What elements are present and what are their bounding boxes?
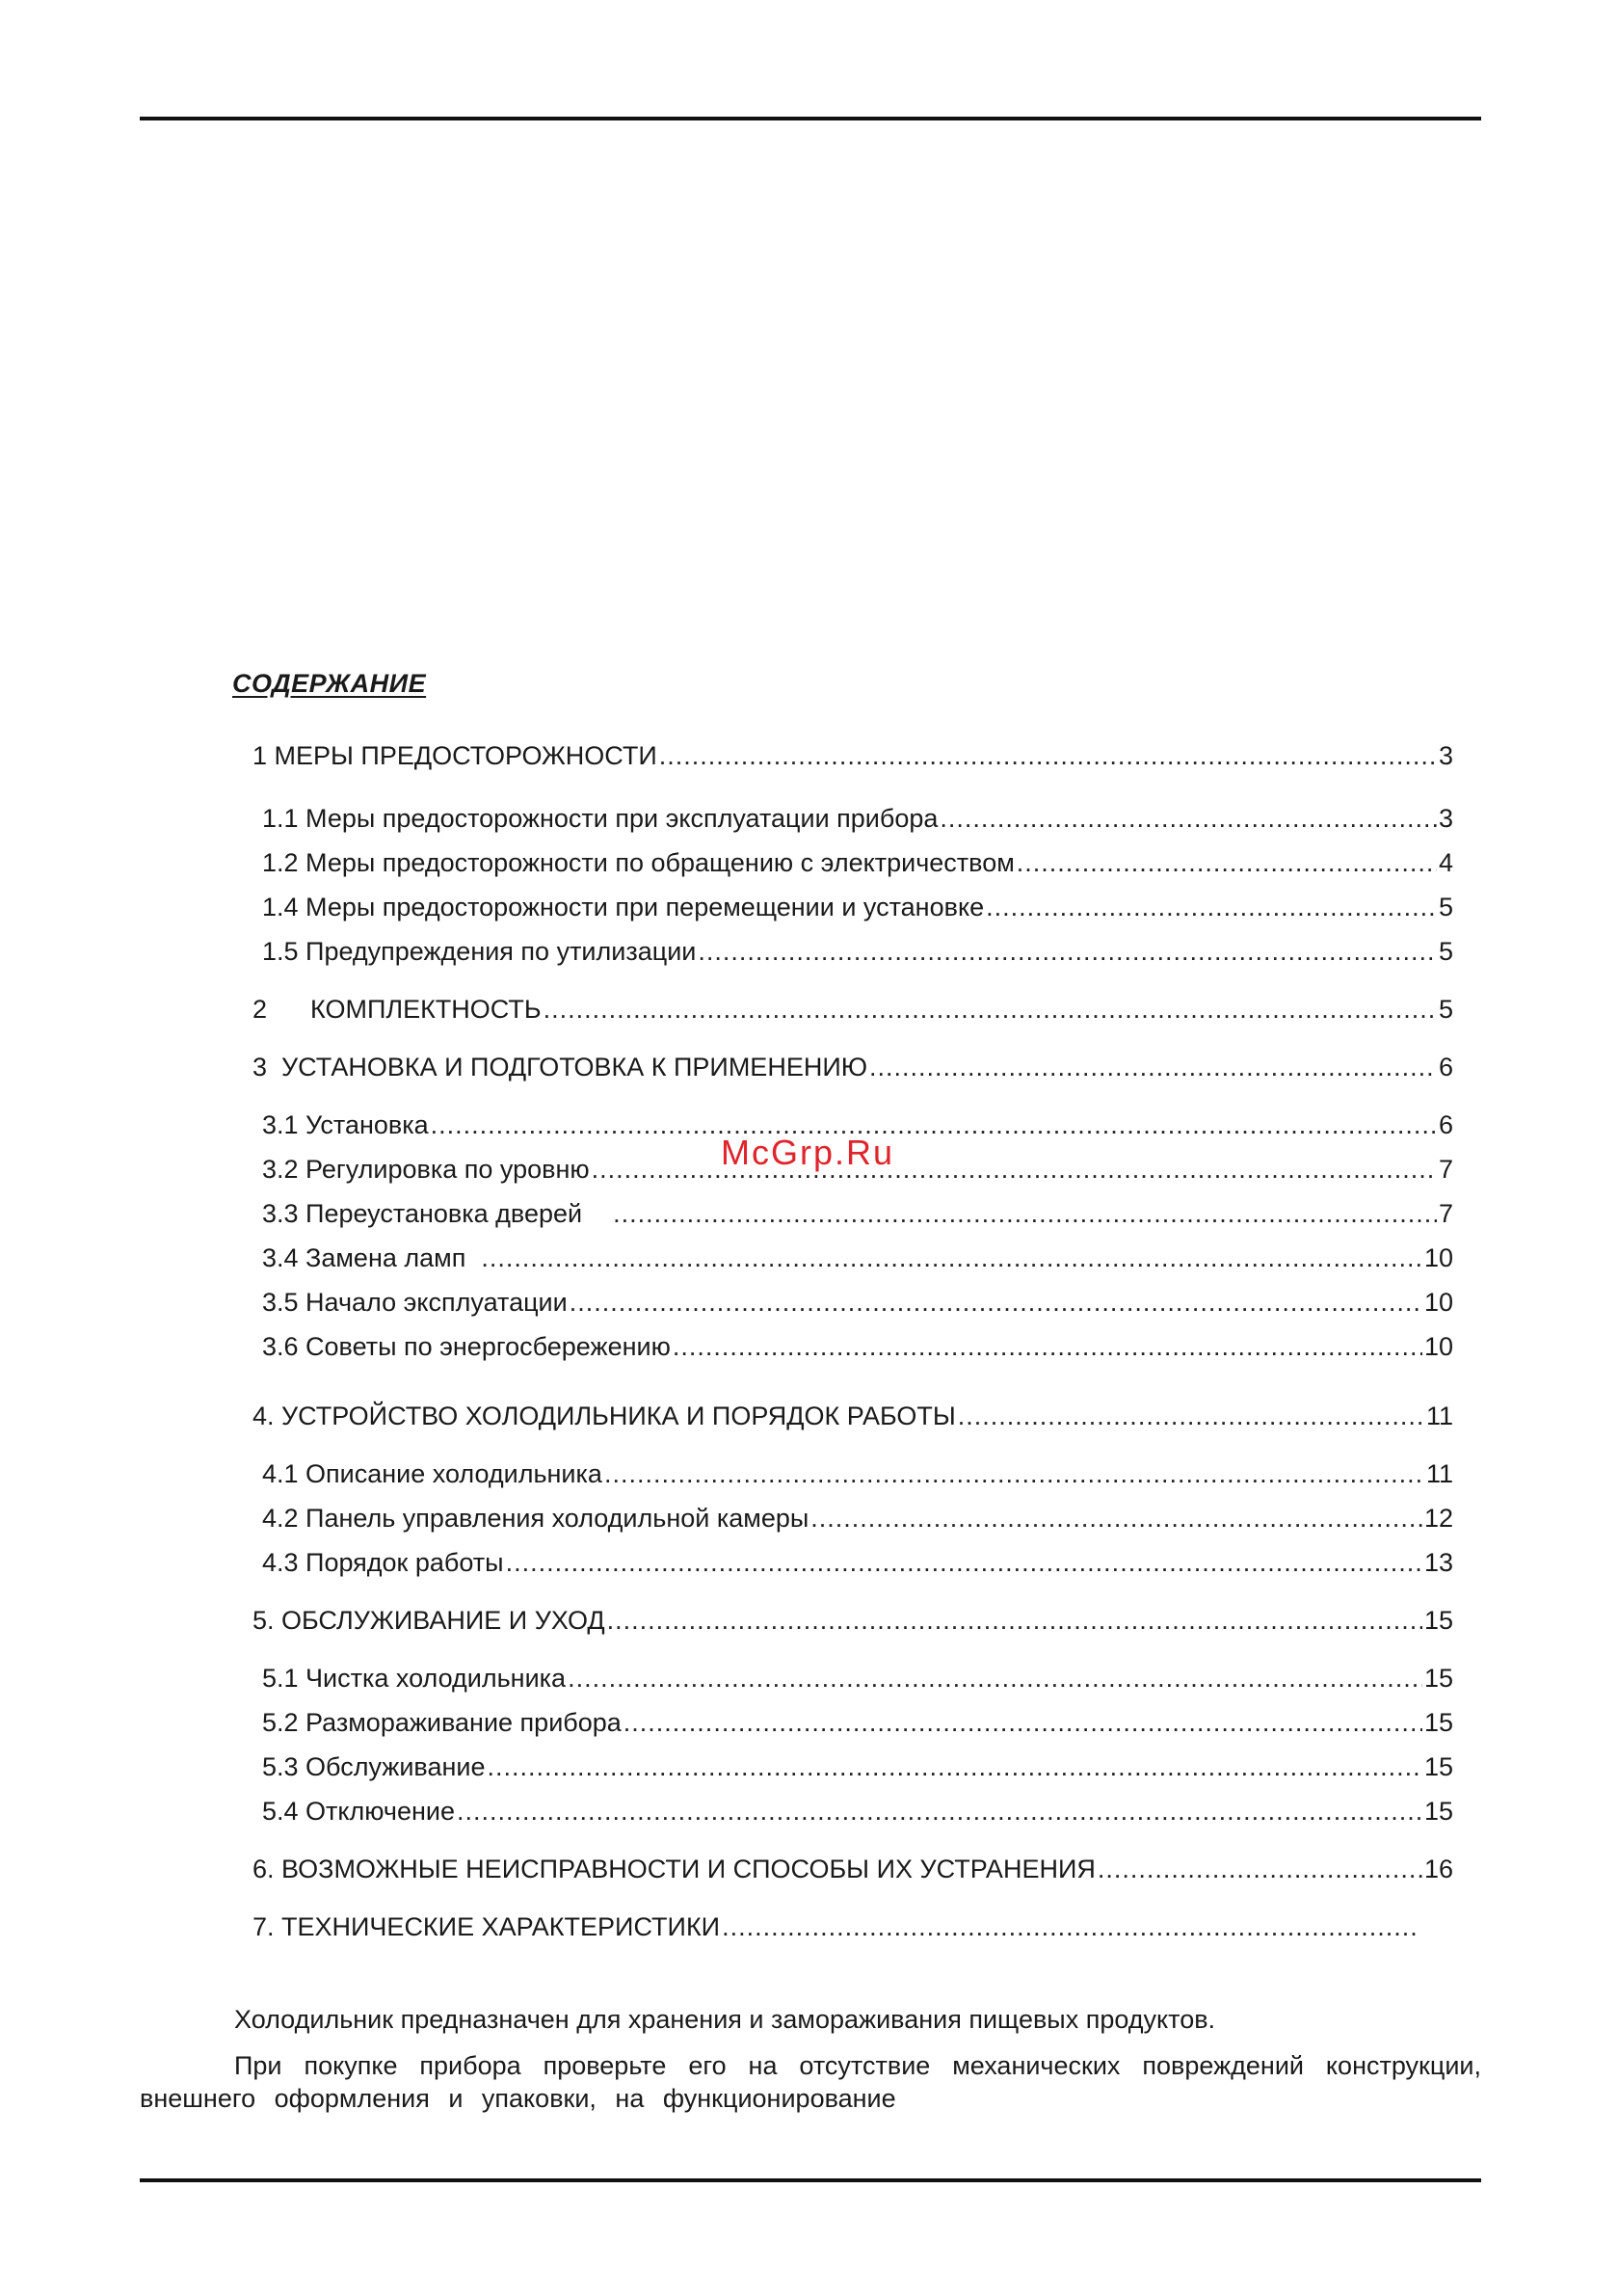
toc-entry-label: 1.4 Меры предосторожности при перемещении и установке [262, 893, 985, 921]
toc-leader-dots [673, 1330, 1422, 1363]
toc-entry-page: 16 [1423, 1855, 1453, 1883]
toc-entry-page: 13 [1423, 1548, 1453, 1577]
header-rule [140, 117, 1481, 120]
toc-entry[interactable] [262, 1457, 1453, 1490]
toc-leader-dots [570, 1286, 1422, 1319]
toc-entry-page: 7 [1438, 1199, 1453, 1228]
toc-leader-dots [481, 1241, 1422, 1274]
toc-entry-page: 7 [1438, 1155, 1453, 1184]
watermark: McGrp.Ru [721, 1133, 895, 1172]
toc-entry-page: 3 [1438, 741, 1453, 770]
toc-entry[interactable] [262, 1750, 1453, 1783]
toc-entry[interactable] [252, 1853, 1453, 1885]
toc-entry-label: 3.3 Переустановка дверей [262, 1199, 583, 1228]
toc-entry-label: 5.1 Чистка холодильника [262, 1664, 567, 1693]
toc-leader-dots [431, 1108, 1437, 1141]
toc-entry-label: 7. ТЕХНИЧЕСКИЕ ХАРАКТЕРИСТИКИ [252, 1912, 721, 1941]
toc-entry-page: 10 [1423, 1243, 1453, 1272]
toc-entry-label: 4.1 Описание холодильника [262, 1459, 602, 1488]
toc-entry-page: 15 [1423, 1606, 1453, 1635]
toc-entry-label: 1.2 Меры предосторожности по обращению с электричеством [262, 848, 1015, 877]
toc-entry-page: 11 [1425, 1459, 1453, 1488]
toc-entry-label: 5.4 Отключение [262, 1797, 456, 1826]
toc-entry-page: 4 [1438, 848, 1453, 877]
toc-entry[interactable] [252, 1400, 1453, 1432]
toc-leader-dots [810, 1502, 1422, 1535]
toc-entry-label: 5.3 Обслуживание [262, 1752, 486, 1781]
toc-entry[interactable] [252, 993, 1453, 1026]
toc-entry[interactable] [262, 1286, 1453, 1319]
toc-entry-page: 5 [1438, 937, 1453, 966]
toc-leader-dots [659, 739, 1437, 772]
toc-leader-dots [940, 802, 1437, 835]
toc-entry-page: 6 [1438, 1110, 1453, 1139]
toc-entry[interactable] [252, 1604, 1453, 1637]
toc-leader-dots [506, 1546, 1422, 1579]
toc-entry-page: 5 [1438, 995, 1453, 1024]
toc-entry-label: 1.5 Предупреждения по утилизации [262, 937, 697, 966]
toc-entry[interactable] [252, 1051, 1453, 1083]
toc-entry-label: 1.1 Меры предосторожности при эксплуатации прибора [262, 804, 939, 833]
toc-entry[interactable] [262, 1502, 1453, 1535]
toc-entry[interactable] [262, 846, 1453, 879]
toc-leader-dots [604, 1457, 1424, 1490]
toc-entry[interactable] [262, 1330, 1453, 1363]
footer-rule [140, 2178, 1481, 2182]
toc-entry-page: 5 [1438, 893, 1453, 921]
toc-entry[interactable] [262, 1706, 1453, 1739]
toc-entry-label: 4. УСТРОЙСТВО ХОЛОДИЛЬНИКА И ПОРЯДОК РАБОТЫ [252, 1402, 956, 1430]
toc-entry-page: 3 [1438, 804, 1453, 833]
purchase-check-paragraph: При покупке прибора проверьте его на отсутствие механических повреждений конструкции, внешнего оформления и упаковки, на функционирование [140, 2051, 1481, 2113]
toc-entry-label: 3.5 Начало эксплуатации [262, 1288, 568, 1317]
toc-entry-page: 15 [1423, 1664, 1453, 1693]
toc-entry-page: 11 [1425, 1402, 1453, 1430]
toc-entry[interactable] [262, 802, 1453, 835]
toc-entry[interactable] [262, 1662, 1453, 1695]
toc-title: СОДЕРЖАНИЕ [232, 669, 427, 698]
toc-entry[interactable] [262, 1241, 1453, 1274]
toc-leader-dots [722, 1910, 1420, 1943]
toc-entry[interactable] [262, 935, 1453, 968]
toc-leader-dots [698, 935, 1437, 968]
toc-leader-dots [568, 1662, 1422, 1695]
toc-leader-dots [869, 1051, 1437, 1083]
toc-entry-page: 12 [1423, 1504, 1453, 1533]
toc-entry-label: 3.6 Советы по энергосбережению [262, 1332, 671, 1361]
toc-leader-dots [1017, 846, 1437, 879]
toc-entry[interactable] [252, 739, 1453, 772]
toc-entry-page: 15 [1423, 1752, 1453, 1781]
toc-leader-dots [457, 1795, 1422, 1828]
toc-entry-page: 15 [1423, 1797, 1453, 1826]
toc-entry-page: 10 [1423, 1332, 1453, 1361]
toc-entry-label: 3.2 Регулировка по уровню [262, 1155, 590, 1184]
toc-leader-dots [592, 1153, 1437, 1186]
toc-leader-dots [607, 1604, 1422, 1637]
toc-entry-label: 4.3 Порядок работы [262, 1548, 504, 1577]
toc-entry[interactable] [262, 1197, 1453, 1230]
toc-leader-dots [544, 993, 1437, 1026]
toc-entry-label: 3 УСТАНОВКА И ПОДГОТОВКА К ПРИМЕНЕНИЮ [252, 1053, 868, 1081]
toc-entry-page: 10 [1423, 1288, 1453, 1317]
toc-entry-label: 3.4 Замена ламп [262, 1243, 466, 1272]
toc-leader-dots [986, 891, 1437, 923]
toc-entry[interactable] [262, 1795, 1453, 1828]
toc-entry-label: 2 КОМПЛЕКТНОСТЬ [252, 995, 542, 1024]
toc-leader-dots [487, 1750, 1421, 1783]
intro-paragraph: Холодильник предназначен для хранения и замораживания пищевых продуктов. [234, 2005, 1216, 2034]
toc-entry-page: 15 [1423, 1708, 1453, 1737]
toc-entry-label: 4.2 Панель управления холодильной камеры [262, 1504, 809, 1533]
toc-leader-dots [613, 1197, 1437, 1230]
toc-entry-page: 6 [1438, 1053, 1453, 1081]
toc-leader-dots [623, 1706, 1422, 1739]
toc-entry[interactable] [262, 891, 1453, 923]
toc-entry-label: 5.2 Размораживание прибора [262, 1708, 622, 1737]
toc-entry[interactable] [252, 1910, 1420, 1943]
toc-entry-label: 1 МЕРЫ ПРЕДОСТОРОЖНОСТИ [252, 741, 657, 770]
toc-leader-dots [958, 1400, 1424, 1432]
toc-entry-label: 3.1 Установка [262, 1110, 429, 1139]
toc-entry[interactable] [262, 1546, 1453, 1579]
toc-leader-dots [1098, 1853, 1422, 1885]
toc-entry-label: 6. ВОЗМОЖНЫЕ НЕИСПРАВНОСТИ И СПОСОБЫ ИХ УСТРАНЕНИЯ [252, 1855, 1096, 1883]
toc-entry-label: 5. ОБСЛУЖИВАНИЕ И УХОД [252, 1606, 605, 1635]
